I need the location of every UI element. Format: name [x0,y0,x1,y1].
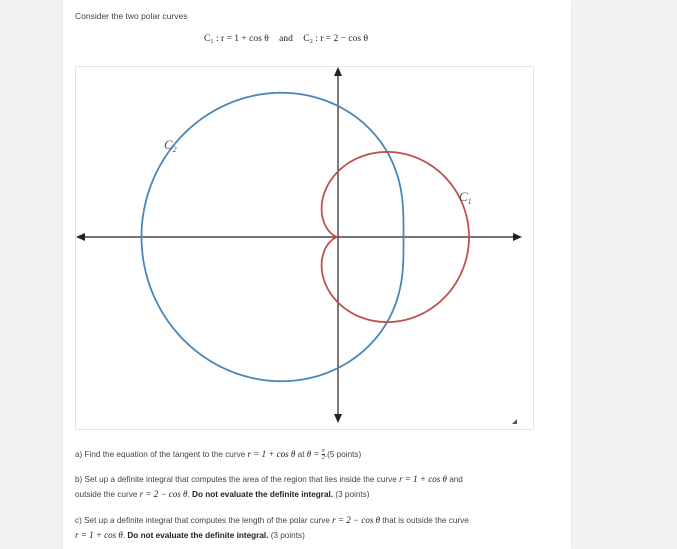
c1-label: $C_1$ [459,189,472,206]
question-a-at: at [297,450,305,459]
question-b-curve1: r = 1 + cos θ [399,474,447,484]
curves-definition [204,34,434,44]
and-word: and [279,34,293,44]
question-a-curve: r = 1 + cos θ [247,449,296,459]
polar-plot-svg [76,67,533,429]
fraction-denominator: 2 [321,455,325,462]
question-a-text: a) Find the equation of the tangent to the curve [75,450,246,459]
question-b-text: b) Set up a definite integral that computes the area of the region that lies inside the curve [75,475,397,484]
intro-text: Consider the two polar curves [75,11,188,21]
c2-label: $C_2$ [164,137,177,154]
question-c-period: . [122,531,126,540]
question-c-instruction: Do not evaluate the definite integral. [127,531,269,540]
question-b-text2: outside the curve [75,490,138,499]
question-c-text: c) Set up a definite integral that computes the length of the polar curve [75,516,330,525]
question-b-and: and [449,475,463,484]
x-axis-left-arrow [76,233,85,241]
question-a-points: .(5 points) [324,450,362,459]
question-b-instruction: Do not evaluate the definite integral. [192,490,334,499]
question-c-curve1: r = 2 − cos θ [332,515,380,525]
question-a-theta: θ = [306,449,320,459]
question-c-suffix: that is outside the curve [382,516,469,525]
question-a [75,447,515,462]
question-c-curve2: r = 1 + cos θ [75,530,123,540]
question-b-points: (3 points) [335,490,370,499]
polar-plot [75,66,534,430]
fraction-numerator: π [321,448,325,455]
question-c [75,513,515,543]
y-axis-top-arrow [334,67,342,76]
c1-definition: C₁ : r = 1 + cos θ [204,34,269,44]
question-c-points: (3 points) [270,531,305,540]
question-b [75,472,515,502]
c2-definition: C₂ : r = 2 − cos θ [303,34,368,44]
y-axis-bottom-arrow [334,414,342,423]
resize-handle-icon[interactable] [512,419,517,424]
question-b-curve2: r = 2 − cos θ [139,489,188,499]
x-axis-right-arrow [513,233,522,241]
question-b-period: . [187,490,190,499]
